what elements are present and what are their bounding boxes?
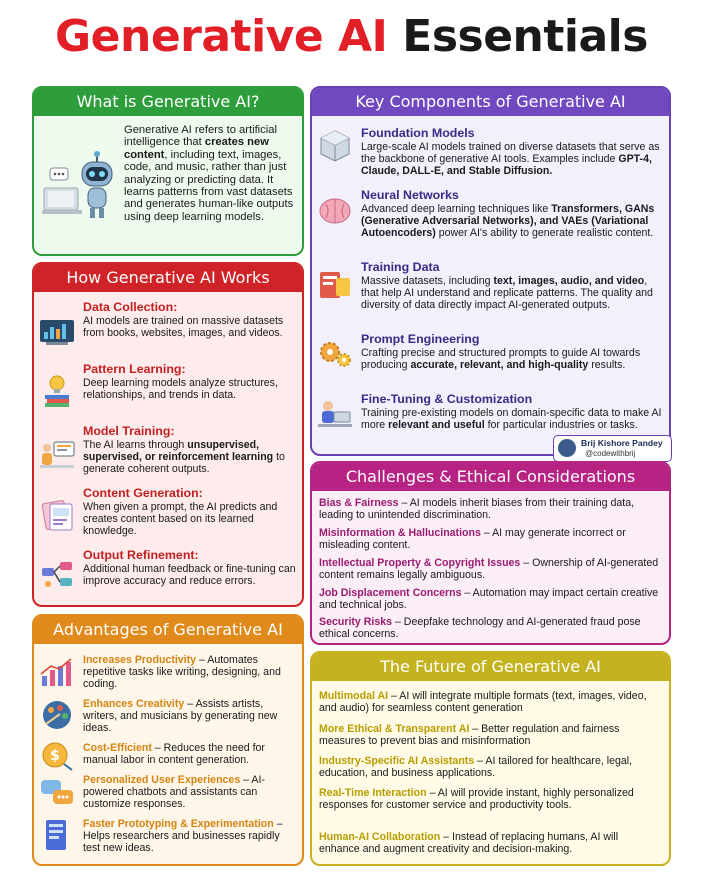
key-item-title: Prompt Engineering	[361, 332, 480, 346]
how-card: How Generative AI Works Data Collection: AI models are trained on massive datasets from books, websites, images, and videos. Pattern Learning: Deep learning models analyze structures, relationships, and trends in data. Model Training: The AI learns through unsupervised, supervised, or reinforcement learning to generate coherent outputs. Content Generation: When given a prompt, the AI predicts and creates content based on its learned knowledge. Output Refinement: Additional human feedback or fine-tuning can improve accuracy and reduce errors.	[32, 262, 304, 607]
svg-text:$: $	[50, 748, 60, 764]
what-card	[32, 86, 304, 256]
key-header: Key Components of Generative AI	[312, 88, 669, 116]
how-item-title: Pattern Learning:	[83, 362, 186, 376]
data-screen-icon	[316, 268, 354, 302]
growth-chart-icon	[38, 656, 76, 690]
challenge-item: Intellectual Property & Copyright Issues – Ownership of AI-generated content remains legally ambiguous.	[319, 557, 659, 582]
title-part2: Essentials	[402, 11, 648, 62]
key-item-title: Neural Networks	[361, 188, 459, 202]
key-card: Key Components of Generative AI Foundation Models Large-scale AI models trained on diverse datasets that serve as the backbone of generative AI tools. Examples include GPT-4, Claude, DALL-E, and Stable Diffusion. Neural Networks Advanced deep learning techniques like Transformers, GANs (Generative Adversarial Networks), and VAEs (Variational Autoencoders) power AI's ability to generate realistic content. Training Data Massive datasets, including text, images, audio, and video, that help AI understand and replicate patterns. The quality and diversity of data directly impact AI-generated outputs. Prompt Engineering Crafting precise and structured prompts to guide AI towards producing accurate, relevant, and high-quality results. Fine-Tuning & Customization Training pre-existing models on domain-specific data to make AI more relevant and useful for particular industries or tasks.	[310, 86, 671, 456]
how-item-text: Additional human feedback or fine-tuning can improve accuracy and reduce errors.	[83, 563, 296, 588]
brain-icon	[316, 194, 354, 228]
title-part1: Generative AI	[55, 11, 388, 62]
prototype-icon	[38, 818, 76, 852]
palette-icon	[38, 698, 76, 732]
refinement-icon	[38, 558, 76, 592]
how-item-title: Output Refinement:	[83, 548, 199, 562]
how-item-title: Data Collection:	[83, 300, 178, 314]
challenge-item: Job Displacement Concerns – Automation may impact certain creative and technical jobs.	[319, 587, 659, 612]
advantage-title: Increases Productivity	[83, 654, 197, 666]
robot-laptop-icon	[42, 150, 120, 222]
challenges-header: Challenges & Ethical Considerations	[312, 463, 669, 491]
advantage-title: Faster Prototyping & Experimentation	[83, 818, 274, 830]
future-item: Real-Time Interaction – AI will provide instant, highly personalized responses for customer service and productivity tools.	[319, 787, 634, 812]
author-name: Brij Kishore Pandey	[581, 438, 663, 448]
future-item: More Ethical & Transparent AI – Better regulation and fairness measures to prevent bias and misinformation	[319, 723, 620, 748]
challenges-card	[310, 461, 671, 645]
how-item-text: Deep learning models analyze structures, relationships, and trends in data.	[83, 377, 278, 402]
advantage-text: – Automates repetitive tasks like writing, designing, and coding.	[83, 654, 281, 691]
advantage-title: Personalized User Experiences	[83, 774, 241, 786]
future-item: Industry-Specific AI Assistants – AI tailored for healthcare, legal, education, and business applications.	[319, 755, 633, 780]
advantages-card	[32, 614, 304, 866]
dollar-icon	[38, 738, 76, 772]
how-item-text: AI models are trained on massive datasets from books, websites, images, and videos.	[83, 315, 284, 340]
future-item: Human-AI Collaboration – Instead of replacing humans, AI will enhance and augment creativity and decision-making.	[319, 831, 619, 856]
avatar	[558, 439, 576, 457]
how-item-title: Model Training:	[83, 424, 175, 438]
challenge-item: Bias & Fairness – AI models inherit biases from their training data, leading to unintended discrimination.	[319, 497, 635, 522]
advantage-title: Enhances Creativity	[83, 698, 185, 710]
future-card	[310, 651, 671, 866]
content-card-icon	[38, 498, 76, 532]
person-laptop-icon	[316, 398, 354, 432]
what-header: What is Generative AI?	[34, 88, 302, 116]
key-item-title: Foundation Models	[361, 126, 475, 140]
data-chart-icon	[38, 314, 76, 348]
key-item-title: Training Data	[361, 260, 440, 274]
author-badge	[553, 435, 672, 462]
advantages-header: Advantages of Generative AI	[34, 616, 302, 644]
cube-icon	[316, 128, 354, 162]
author-handle: @codewithbrij	[585, 449, 636, 458]
challenge-item: Security Risks – Deepfake technology and AI-generated fraud pose ethical concerns.	[319, 616, 641, 641]
lightbulb-books-icon	[38, 374, 76, 408]
page-title	[0, 6, 703, 68]
how-item-title: Content Generation:	[83, 486, 203, 500]
future-item: Multimodal AI – AI will integrate multiple formats (text, images, video, and audio) for seamless content generation	[319, 690, 647, 715]
advantage-text: – Helps researchers and businesses rapidly test new ideas.	[83, 818, 283, 855]
training-icon	[38, 436, 76, 470]
chat-icon	[38, 776, 76, 810]
gears-icon	[316, 336, 354, 370]
key-item-title: Fine-Tuning & Customization	[361, 392, 533, 406]
how-header: How Generative AI Works	[34, 264, 302, 292]
what-body: Generative AI refers to artificial intelligence that creates new content, including text, images, code, and music, rather than just analyzing or predicting data. It learns patterns from vast datasets and generates human-like outputs using deep learning models.	[124, 124, 294, 223]
advantage-text: – Reduces the need for manual labor in content generation.	[83, 742, 265, 767]
how-item-text: When given a prompt, the AI predicts and creates content based on its learned knowledge.	[83, 501, 278, 538]
challenge-item: Misinformation & Hallucinations – AI may generate incorrect or misleading content.	[319, 527, 626, 552]
advantage-text: – Assists artists, writers, and musicians by generating new ideas.	[83, 698, 278, 735]
advantage-title: Cost-Efficient	[83, 742, 152, 754]
future-header: The Future of Generative AI	[312, 653, 669, 681]
advantage-text: – AI-powered chatbots and assistants can customize responses.	[83, 774, 265, 811]
